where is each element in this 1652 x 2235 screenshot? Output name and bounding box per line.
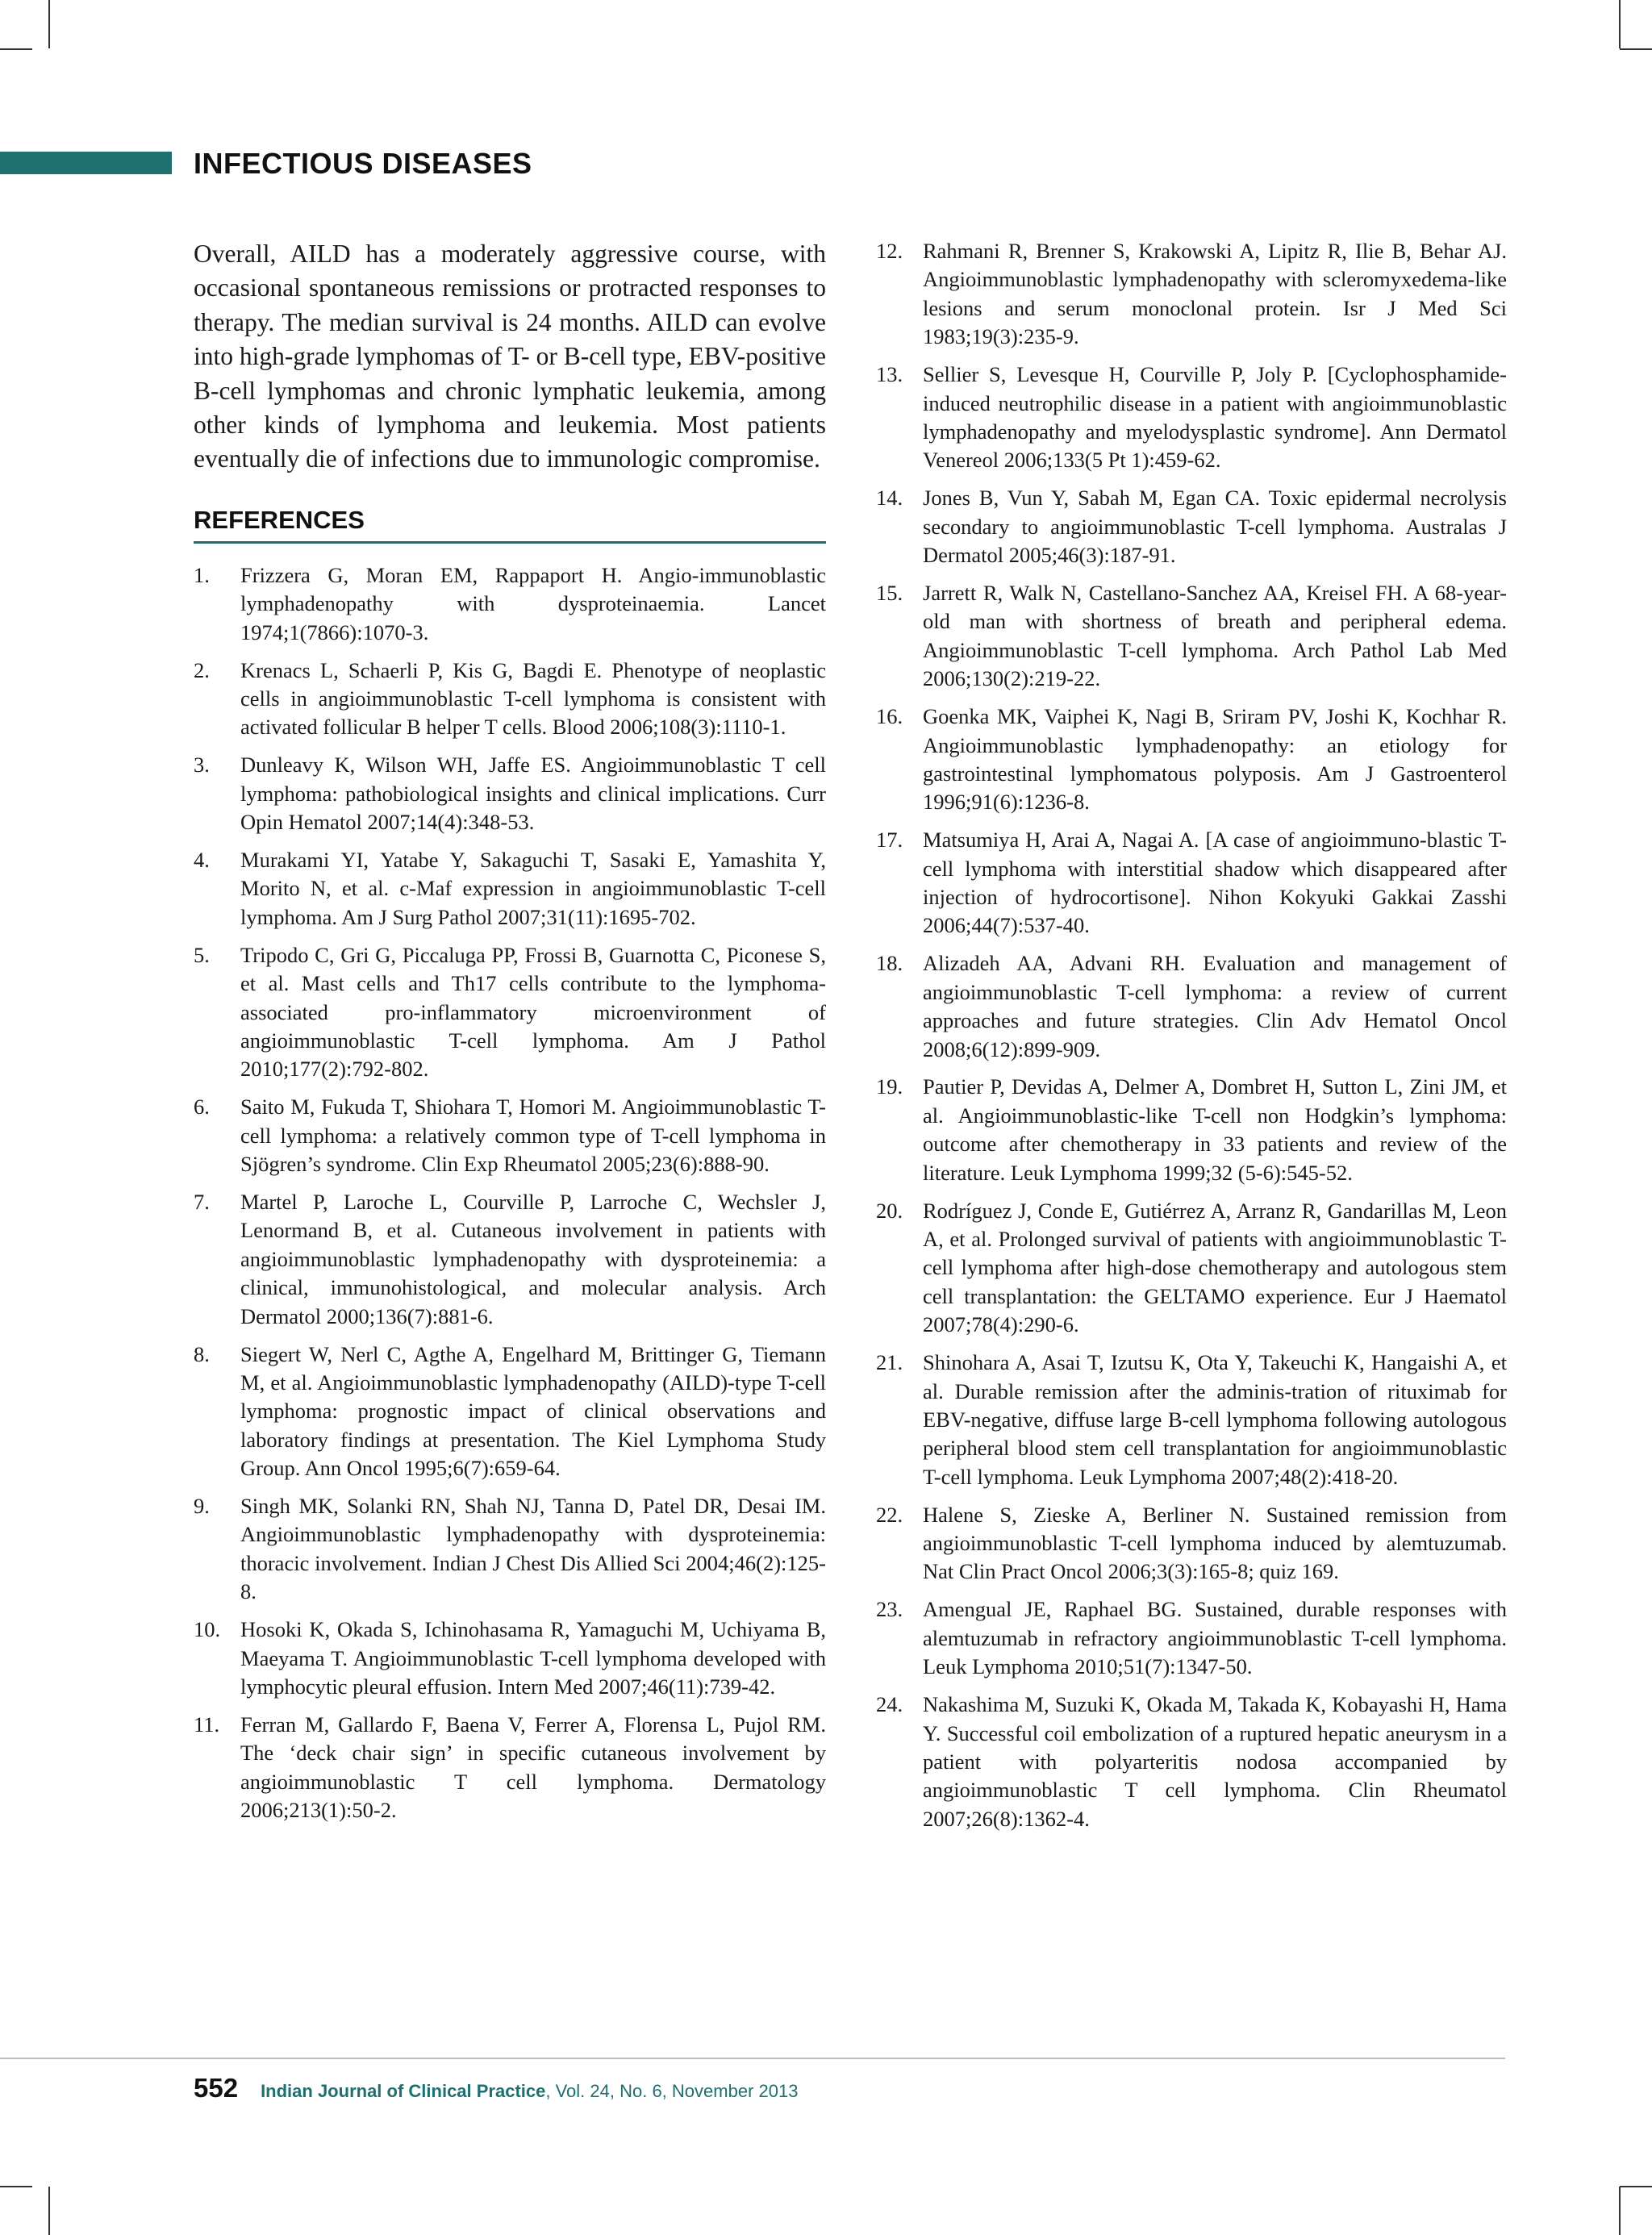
reference-number: 21.: [876, 1350, 903, 1375]
reference-number: 19.: [876, 1074, 903, 1099]
crop-mark: [1620, 2186, 1652, 2187]
crop-mark: [48, 2187, 50, 2235]
reference-number: 5.: [194, 942, 210, 967]
journal-name: Indian Journal of Clinical Practice: [261, 2081, 546, 2101]
reference-text: Tripodo C, Gri G, Piccaluga PP, Frossi B, Guarnotta C, Piconese S, et al. Mast cells and Th17 cells contribute to the lymphoma-associated pro-inflammatory microenvironment of angioimmunoblastic T-cell lymphoma. Am J Pathol 2010;177(2):792-802.: [240, 942, 826, 1082]
crop-mark: [0, 2186, 32, 2187]
reference-item: [194, 941, 826, 1084]
reference-item: [194, 846, 826, 932]
reference-number: 2.: [194, 657, 210, 682]
reference-item: [876, 1595, 1507, 1681]
crop-mark: [48, 0, 50, 48]
reference-item: [876, 484, 1507, 569]
reference-number: 16.: [876, 704, 903, 729]
reference-item: [194, 561, 826, 647]
page-number: 552: [194, 2073, 239, 2103]
section-title: INFECTIOUS DISEASES: [194, 147, 532, 180]
reference-item: [194, 1188, 826, 1331]
reference-item: [194, 1616, 826, 1701]
journal-issue: , Vol. 24, No. 6, November 2013: [545, 2081, 799, 2101]
reference-item: [876, 1073, 1507, 1187]
reference-text: Martel P, Laroche L, Courville P, Larroche C, Wechsler J, Lenormand B, et al. Cutaneous involvement in patients with angioimmunoblastic lymphadenopathy with dysproteinemia: a clinical, immunohistological, and molecular analysis. Arch Dermatol 2000;136(7):881-6.: [240, 1189, 826, 1328]
reference-text: Rodríguez J, Conde E, Gutiérrez A, Arranz R, Gandarillas M, Leon A, et al. Prolonged survival of patients with angioimmunoblastic T-cell lymphoma after high-dose chemotherapy and autologous stem cell transplantation: the GELTAMO experience. Eur J Haematol 2007;78(4):290-6.: [923, 1198, 1507, 1337]
references-list-right: [876, 237, 1507, 1833]
reference-text: Jarrett R, Walk N, Castellano-Sanchez AA, Kreisel FH. A 68-year-old man with shortness of breath and peripheral edema. Angioimmunoblastic T-cell lymphoma. Arch Pathol Lab Med 2006;130(2):219-22.: [923, 580, 1507, 691]
reference-number: 1.: [194, 562, 210, 587]
reference-number: 18.: [876, 951, 903, 976]
reference-text: Jones B, Vun Y, Sabah M, Egan CA. Toxic epidermal necrolysis secondary to angioimmunoblastic T-cell lymphoma. Australas J Dermatol 2005;46(3):187-91.: [923, 486, 1507, 568]
reference-number: 9.: [194, 1494, 210, 1519]
reference-text: Amengual JE, Raphael BG. Sustained, durable responses with alemtuzumab in refractory angioimmunoblastic T-cell lymphoma. Leuk Lymphoma 2010;51(7):1347-50.: [923, 1597, 1507, 1679]
crop-mark: [1620, 48, 1652, 50]
reference-text: Shinohara A, Asai T, Izutsu K, Ota Y, Takeuchi K, Hangaishi A, et al. Durable remission after the adminis-tration of rituximab for EBV-negative, diffuse large B-cell lymphoma following autologous peripheral blood stem cell transplantation for angioimmunoblastic T-cell lymphoma. Leuk Lymphoma 2007;48(2):418-20.: [923, 1350, 1507, 1489]
reference-item: [876, 703, 1507, 817]
reference-number: 6.: [194, 1095, 210, 1120]
reference-text: Saito M, Fukuda T, Shiohara T, Homori M. Angioimmunoblastic T-cell lymphoma: a relatively common type of T-cell lymphoma in Sjögren’s syndrome. Clin Exp Rheumatol 2005;23(6):888-90.: [240, 1095, 826, 1177]
reference-number: 24.: [876, 1692, 903, 1717]
reference-number: 13.: [876, 362, 903, 387]
reference-item: [876, 579, 1507, 694]
reference-text: Matsumiya H, Arai A, Nagai A. [A case of angioimmuno-blastic T-cell lymphoma with interstitial shadow which disappeared after injection of hydrocortisone]. Nihon Kokyuki Gakkai Zasshi 2006;44(7):537-40.: [923, 828, 1507, 938]
reference-item: [194, 1341, 826, 1483]
reference-text: Krenacs L, Schaerli P, Kis G, Bagdi E. Phenotype of neoplastic cells in angioimmunoblastic T-cell lymphoma is consistent with activated follicular B helper T cells. Blood 2006;108(3):1110-1.: [240, 657, 826, 740]
reference-number: 14.: [876, 486, 903, 511]
reference-text: Singh MK, Solanki RN, Shah NJ, Tanna D, Patel DR, Desai IM. Angioimmunoblastic lymphadenopathy with dysproteinemia: thoracic involvement. Indian J Chest Dis Allied Sci 2004;46(2):125-8.: [240, 1494, 826, 1604]
left-column: [194, 237, 826, 1834]
reference-number: 20.: [876, 1198, 903, 1223]
footer-rule: [0, 2058, 1505, 2059]
reference-number: 15.: [876, 580, 903, 605]
reference-number: 23.: [876, 1597, 903, 1622]
reference-text: Dunleavy K, Wilson WH, Jaffe ES. Angioimmunoblastic T cell lymphoma: pathobiological insights and clinical implications. Curr Opin Hematol 2007;14(4):348-53.: [240, 753, 826, 835]
reference-number: 7.: [194, 1189, 210, 1214]
reference-text: Alizadeh AA, Advani RH. Evaluation and management of angioimmunoblastic T-cell lymphoma: a review of current approaches and future strategies. Clin Adv Hematol Oncol 2008;6(12):899-909.: [923, 951, 1507, 1061]
reference-text: Frizzera G, Moran EM, Rappaport H. Angio-immunoblastic lymphadenopathy with dysproteinaemia. Lancet 1974;1(7866):1070-3.: [240, 562, 826, 644]
section-color-bar: [0, 152, 172, 174]
reference-item: [876, 1691, 1507, 1833]
crop-mark: [0, 48, 32, 50]
reference-number: 8.: [194, 1341, 210, 1366]
reference-item: [194, 751, 826, 836]
reference-item: [876, 361, 1507, 475]
reference-item: [876, 1197, 1507, 1340]
reference-number: 3.: [194, 753, 210, 778]
reference-item: [876, 1501, 1507, 1587]
reference-text: Siegert W, Nerl C, Agthe A, Engelhard M, Brittinger G, Tiemann M, et al. Angioimmunoblastic lymphadenopathy (AILD)-type T-cell lymphoma: prognostic impact of clinical observations and laboratory findings at presentation. The Kiel Lymphoma Study Group. Ann Oncol 1995;6(7):659-64.: [240, 1341, 826, 1481]
reference-number: 12.: [876, 239, 903, 263]
references-heading: REFERENCES: [194, 506, 826, 544]
reference-number: 22.: [876, 1502, 903, 1527]
reference-text: Nakashima M, Suzuki K, Okada M, Takada K, Kobayashi H, Hama Y. Successful coil embolization of a ruptured hepatic aneurysm in a patient with polyarteritis nodosa accompanied by angioimmunoblastic T cell lymphoma. Clin Rheumatol 2007;26(8):1362-4.: [923, 1692, 1507, 1831]
reference-text: Halene S, Zieske A, Berliner N. Sustained remission from angioimmunoblastic T-cell lymphoma induced by alemtuzumab. Nat Clin Pract Oncol 2006;3(3):165-8; quiz 169.: [923, 1502, 1507, 1584]
reference-item: [876, 1349, 1507, 1491]
reference-number: 10.: [194, 1617, 221, 1642]
reference-number: 17.: [876, 828, 903, 853]
reference-text: Hosoki K, Okada S, Ichinohasama R, Yamaguchi M, Uchiyama B, Maeyama T. Angioimmunoblastic T-cell lymphoma developed with lymphocytic pleural effusion. Intern Med 2007;46(11):739-42.: [240, 1617, 826, 1699]
intro-paragraph: Overall, AILD has a moderately aggressive course, with occasional spontaneous remissions or protracted responses to therapy. The median survival is 24 months. AILD can evolve into high-grade lymphomas of T- or B-cell type, EBV-positive B-cell lymphomas and chronic lymphatic leukemia, among other kinds of lymphoma and leukemia. Most patients eventually die of infections due to immunologic compromise.: [194, 240, 826, 473]
reference-text: Rahmani R, Brenner S, Krakowski A, Lipitz R, Ilie B, Behar AJ. Angioimmunoblastic lymphadenopathy with scleromyxedema-like lesions and serum monoclonal protein. Isr J Med Sci 1983;19(3):235-9.: [923, 239, 1507, 349]
right-column: [876, 237, 1507, 1843]
reference-item: [876, 237, 1507, 352]
reference-text: Murakami YI, Yatabe Y, Sakaguchi T, Sasaki E, Yamashita Y, Morito N, et al. c-Maf expression in angioimmunoblastic T-cell lymphoma. Am J Surg Pathol 2007;31(11):1695-702.: [240, 848, 826, 929]
reference-item: [194, 1711, 826, 1825]
reference-number: 11.: [194, 1712, 220, 1737]
reference-item: [876, 949, 1507, 1064]
reference-item: [194, 657, 826, 742]
reference-text: Goenka MK, Vaiphei K, Nagi B, Sriram PV, Joshi K, Kochhar R. Angioimmunoblastic lymphadenopathy: an etiology for gastrointestinal lymphomatous polyposis. Am J Gastroenterol 1996;91(6):1236-8.: [923, 704, 1507, 815]
reference-text: Pautier P, Devidas A, Delmer A, Dombret H, Sutton L, Zini JM, et al. Angioimmunoblastic-like T-cell non Hodgkin’s lymphoma: outcome after chemotherapy in 33 patients and review of the literature. Leuk Lymphoma 1999;32 (5-6):545-52.: [923, 1074, 1507, 1185]
references-list-left: [194, 561, 826, 1825]
reference-text: Sellier S, Levesque H, Courville P, Joly P. [Cyclophosphamide-induced neutrophilic disease in a patient with angioimmunoblastic lymphadenopathy and myelodysplastic syndrome]. Ann Dermatol Venereol 2006;133(5 Pt 1):459-62.: [923, 362, 1507, 473]
crop-mark: [1619, 2187, 1621, 2235]
reference-text: Ferran M, Gallardo F, Baena V, Ferrer A, Florensa L, Pujol RM. The ‘deck chair sign’ in specific cutaneous involvement by angioimmunoblastic T cell lymphoma. Dermatology 2006;213(1):50-2.: [240, 1712, 826, 1823]
footer: [194, 2073, 798, 2104]
reference-item: [194, 1492, 826, 1607]
reference-item: [876, 826, 1507, 940]
crop-mark: [1619, 0, 1621, 48]
reference-item: [194, 1093, 826, 1178]
reference-number: 4.: [194, 848, 210, 872]
